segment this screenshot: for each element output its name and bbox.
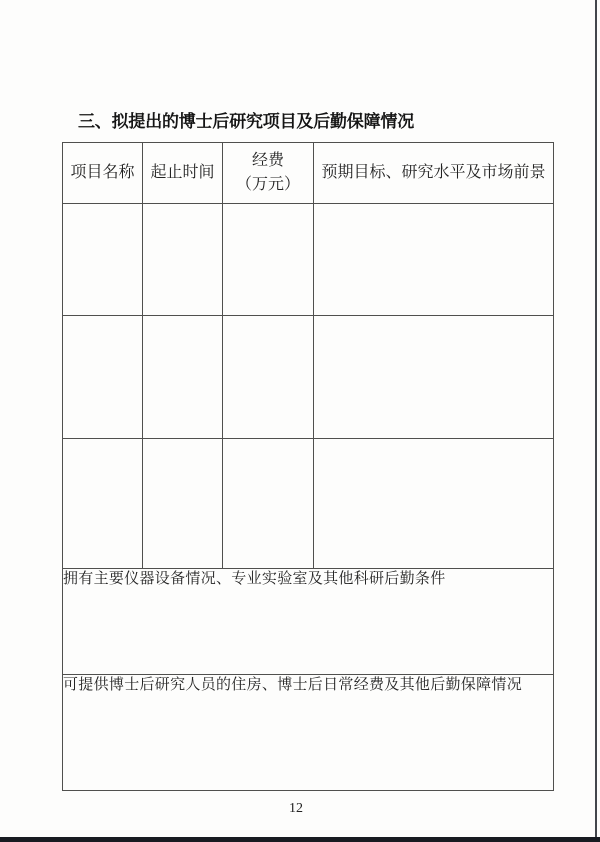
empty-cell-project-name [63,316,143,439]
header-funding-label-line1: 经费 [251,152,284,169]
scan-edge-bottom [0,837,600,842]
header-expected-goals [314,143,554,204]
equipment-note-row [63,569,554,675]
empty-cell-expected-goals [314,439,554,569]
table-row [63,316,554,439]
header-project-name [63,143,143,204]
housing-note-cell: 可提供博士后研究人员的住房、博士后日常经费及其他后勤保障情况 [63,675,554,791]
section-title: 三、拟提出的博士后研究项目及后勤保障情况 [78,112,414,131]
empty-cell-expected-goals [314,316,554,439]
table-header-row [63,143,554,204]
header-duration [143,143,223,204]
equipment-note-cell: 拥有主要仪器设备情况、专业实验室及其他科研后勤条件 [63,569,554,675]
empty-cell-funding [223,439,314,569]
header-project-name-label: 项目名称 [70,164,135,182]
table-row [63,204,554,316]
research-projects-table [62,142,554,791]
header-duration-label: 起止时间 [150,164,215,182]
empty-cell-duration [143,439,223,569]
header-expected-goals-label: 预期目标、研究水平及市场前景 [321,164,546,182]
scan-edge-right [595,0,597,842]
page-number: 12 [289,801,303,816]
empty-cell-project-name [63,204,143,316]
empty-cell-duration [143,316,223,439]
header-funding-label-line2: （万元） [235,176,300,193]
empty-cell-expected-goals [314,204,554,316]
empty-cell-funding [223,316,314,439]
table-row [63,439,554,569]
empty-cell-project-name [63,439,143,569]
empty-cell-duration [143,204,223,316]
header-funding [223,143,314,204]
empty-cell-funding [223,204,314,316]
housing-note-row [63,675,554,791]
